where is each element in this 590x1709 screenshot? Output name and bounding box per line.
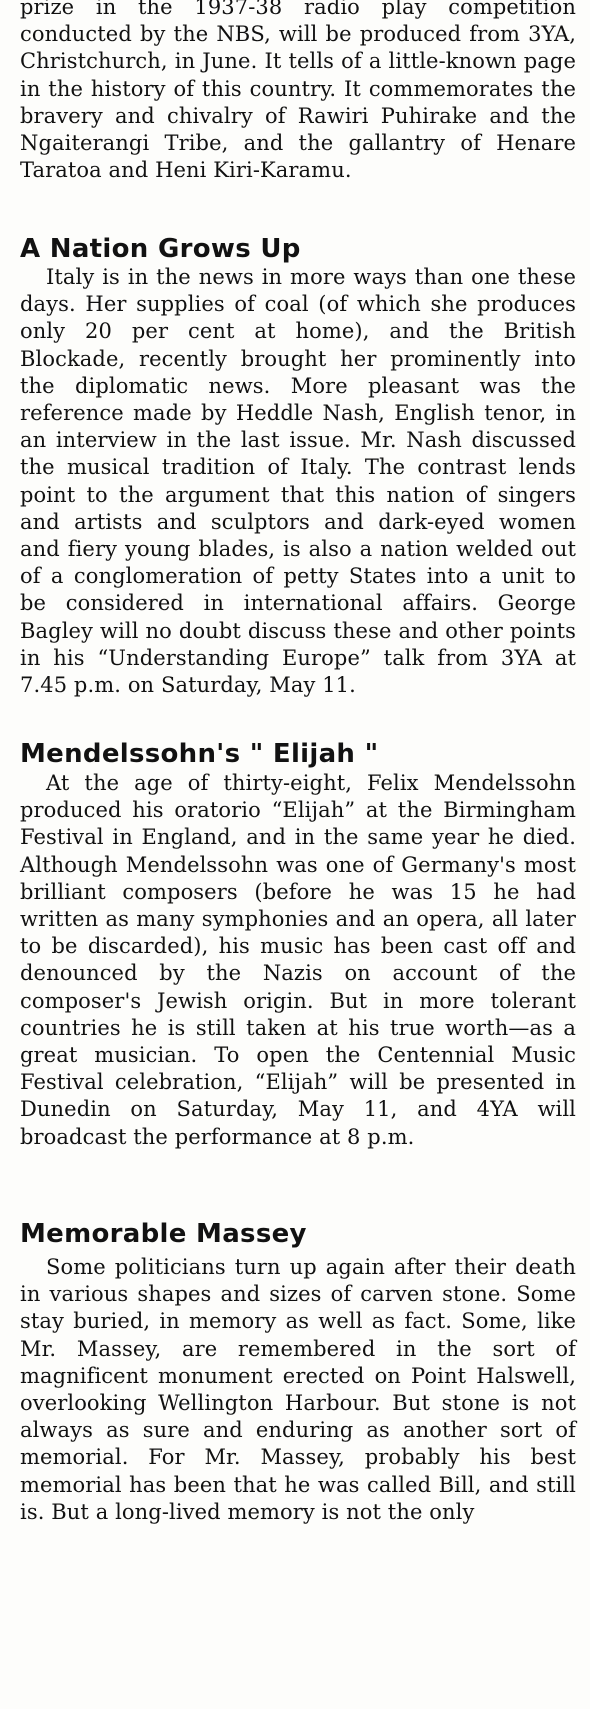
section-heading-nation: A Nation Grows Up — [20, 234, 301, 264]
section-heading-massey: Memorable Massey — [20, 1219, 307, 1249]
section-heading-elijah: Mendelssohn's " Elijah " — [20, 739, 379, 769]
intro-paragraph: prize in the 1937-38 radio play competition conducted by the NBS, will be produced from 3YA, Christchurch, in June. It tells of a little-known page in the history of this country. It commemorates the bravery and chivalry of Rawiri Puhirake and the Ngaiterangi Tribe, and the gallantry of Henare Taratoa and Heni Kiri-Karamu. — [20, 0, 576, 183]
section-body-elijah: At the age of thirty-eight, Felix Mendelssohn produced his oratorio “Elijah” at the Birmingham Festival in England, and in the same year he died. Although Mendelssohn was one of Germany's most brilliant composers (before he was 15 he had written as many symphonies and an opera, all later to be discarded), his music has been cast off and denounced by the Nazis on account of the composer's Jewish origin. But in more tolerant countries he is still taken at his true worth—as a great musician. To open the Centennial Music Festival celebration, “Elijah” will be presented in Dunedin on Saturday, May 11, and 4YA will broadcast the performance at 8 p.m. — [20, 771, 576, 1149]
section-body-massey: Some politicians turn up again after their death in various shapes and sizes of carven stone. Some stay buried, in memory as well as fact. Some, like Mr. Massey, are remembered in the sort of magnificent monument erected on Point Halswell, overlooking Wellington Harbour. But stone is not always as sure and enduring as another sort of memorial. For Mr. Massey, probably his best memorial has been that he was called Bill, and still is. But a long-lived memory is not the only — [20, 1255, 576, 1524]
section-body-nation: Italy is in the news in more ways than one these days. Her supplies of coal (of which she produces only 20 per cent at home), and the British Blockade, recently brought her prominently into the diplomatic news. More pleasant was the reference made by Heddle Nash, English tenor, in an interview in the last issue. Mr. Nash discussed the musical tradition of Italy. The contrast lends point to the argument that this nation of singers and artists and sculptors and dark-eyed women and fiery young blades, is also a nation welded out of a conglomeration of petty States into a unit to be considered in international affairs. George Bagley will no doubt discuss these and other points in his “Understanding Europe” talk from 3YA at 7.45 p.m. on Saturday, May 11. — [20, 265, 576, 698]
